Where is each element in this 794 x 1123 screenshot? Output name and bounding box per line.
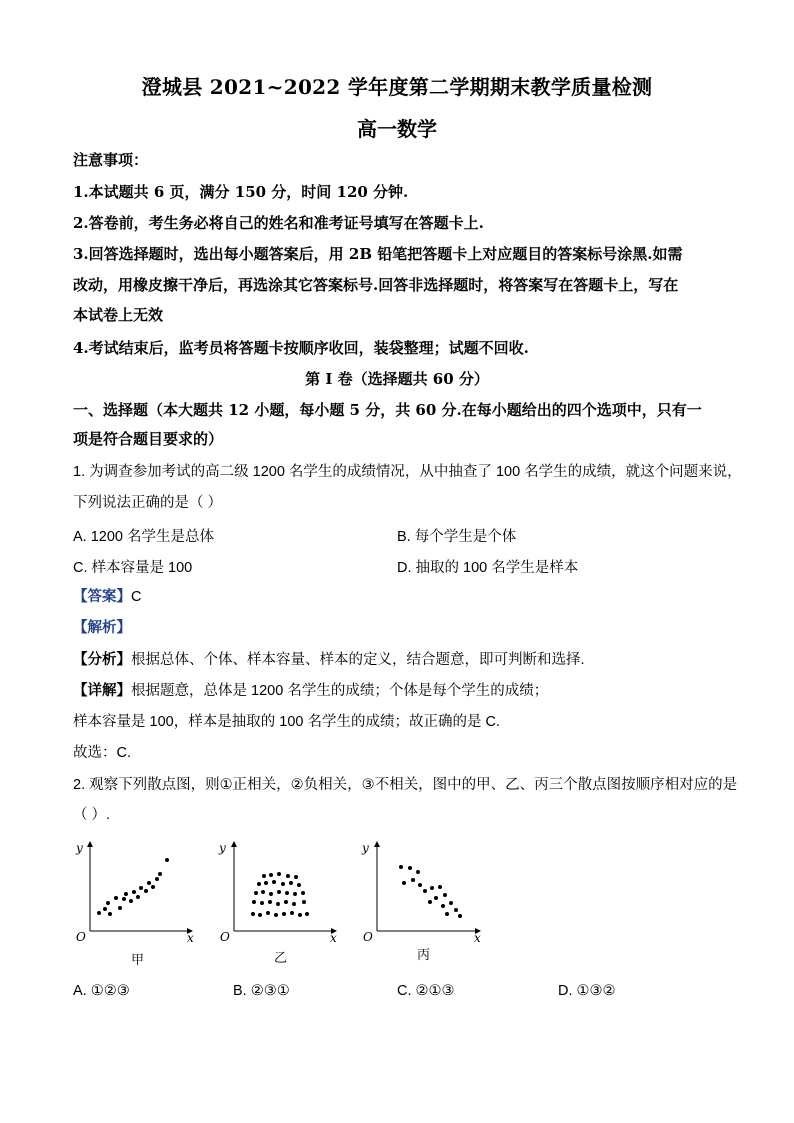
plot-caption: 丙 xyxy=(417,948,431,963)
scatter-plot-bing xyxy=(361,841,481,963)
q1-answer xyxy=(73,587,141,607)
fenxi-tag: 【分析】 xyxy=(73,652,131,668)
answer-value: C xyxy=(131,589,142,605)
q2-option-d: D. ①③② xyxy=(558,983,616,999)
q2-option-a: A. ①②③ xyxy=(73,983,130,999)
answer-tag: 【答案】 xyxy=(73,589,131,605)
fenxi-text: 根据总体、个体、样本容量、样本的定义，结合题意，即可判断和选择. xyxy=(131,652,585,668)
q1-stem-line2: 下列说法正确的是（ ） xyxy=(73,495,223,511)
q2-stem-line1: 2. 观察下列散点图，则①正相关，②负相关，③不相关，图中的甲、乙、丙三个散点图按顺序相对应的是 xyxy=(73,777,738,793)
y-axis-label: y xyxy=(219,841,226,855)
origin-label: O xyxy=(363,930,373,944)
note-item: 1.本试题共 6 页，满分 150 分，时间 120 分钟. xyxy=(73,183,409,201)
q1-fenxi xyxy=(73,650,585,670)
notes-heading: 注意事项： xyxy=(73,151,149,169)
section-heading-line1: 一、选择题（本大题共 12 小题，每小题 5 分，共 60 分.在每小题给出的四个选项中，只有一 xyxy=(73,401,702,419)
q1-analysis-tag xyxy=(73,618,131,638)
scatter-points xyxy=(399,865,462,918)
x-axis-label: x xyxy=(474,931,481,945)
x-axis-label: x xyxy=(330,931,337,945)
xiangjie-tag: 【详解】 xyxy=(73,683,131,699)
q1-xiangjie-line2: 样本容量是 100，样本是抽取的 100 名学生的成绩；故正确的是 C. xyxy=(73,714,500,730)
q1-xiangjie xyxy=(73,681,548,701)
scatter-points xyxy=(97,858,169,916)
scatter-plots-figure xyxy=(0,832,794,982)
section-heading-line2: 项是符合题目要求的） xyxy=(73,430,224,448)
note-item: 4.考试结束后，监考员将答题卡按顺序收回，装袋整理；试题不回收. xyxy=(73,339,529,357)
part-heading: 第 I 卷（选择题共 60 分） xyxy=(305,370,489,388)
xiangjie-text-1: 根据题意，总体是 1200 名学生的成绩；个体是每个学生的成绩； xyxy=(131,683,549,699)
note-item: 2.答卷前，考生务必将自己的姓名和准考证号填写在答题卡上. xyxy=(73,214,484,232)
scatter-points xyxy=(251,872,309,917)
q2-stem-line2: （ ）. xyxy=(73,807,111,823)
origin-label: O xyxy=(76,930,86,944)
exam-title: 澄城县 2021~2022 学年度第二学期期末教学质量检测 xyxy=(141,75,653,99)
q2-option-c: C. ②①③ xyxy=(397,983,455,999)
exam-subject: 高一数学 xyxy=(357,117,437,141)
note-item: 改动，用橡皮擦干净后，再选涂其它答案标号.回答非选择题时，将答案写在答题卡上，写在 xyxy=(73,276,679,294)
scatter-plot-jia xyxy=(75,841,194,968)
origin-label: O xyxy=(220,930,230,944)
x-axis-label: x xyxy=(187,931,194,945)
q1-option-c: C. 样本容量是 100 xyxy=(73,560,193,576)
q1-stem-line1: 1. 为调查参加考试的高二级 1200 名学生的成绩情况，从中抽查了 100 名学生的成绩，就这个问题来说， xyxy=(73,464,742,480)
scatter-plot-yi xyxy=(218,841,337,966)
analysis-tag: 【解析】 xyxy=(73,620,131,636)
q1-option-a: A. 1200 名学生是总体 xyxy=(73,529,215,545)
q2-option-b: B. ②③① xyxy=(233,983,290,999)
plot-caption: 乙 xyxy=(274,951,288,966)
plot-caption: 甲 xyxy=(131,953,145,968)
y-axis-label: y xyxy=(362,841,369,855)
y-axis-label: y xyxy=(76,841,83,855)
q1-option-d: D. 抽取的 100 名学生是样本 xyxy=(397,560,579,576)
q1-option-b: B. 每个学生是个体 xyxy=(397,529,517,545)
note-item: 3.回答选择题时，选出每小题答案后，用 2B 铅笔把答题卡上对应题目的答案标号涂黑.如需 xyxy=(73,245,683,263)
note-item: 本试卷上无效 xyxy=(73,306,164,324)
q1-conclusion: 故选：C. xyxy=(73,745,131,761)
